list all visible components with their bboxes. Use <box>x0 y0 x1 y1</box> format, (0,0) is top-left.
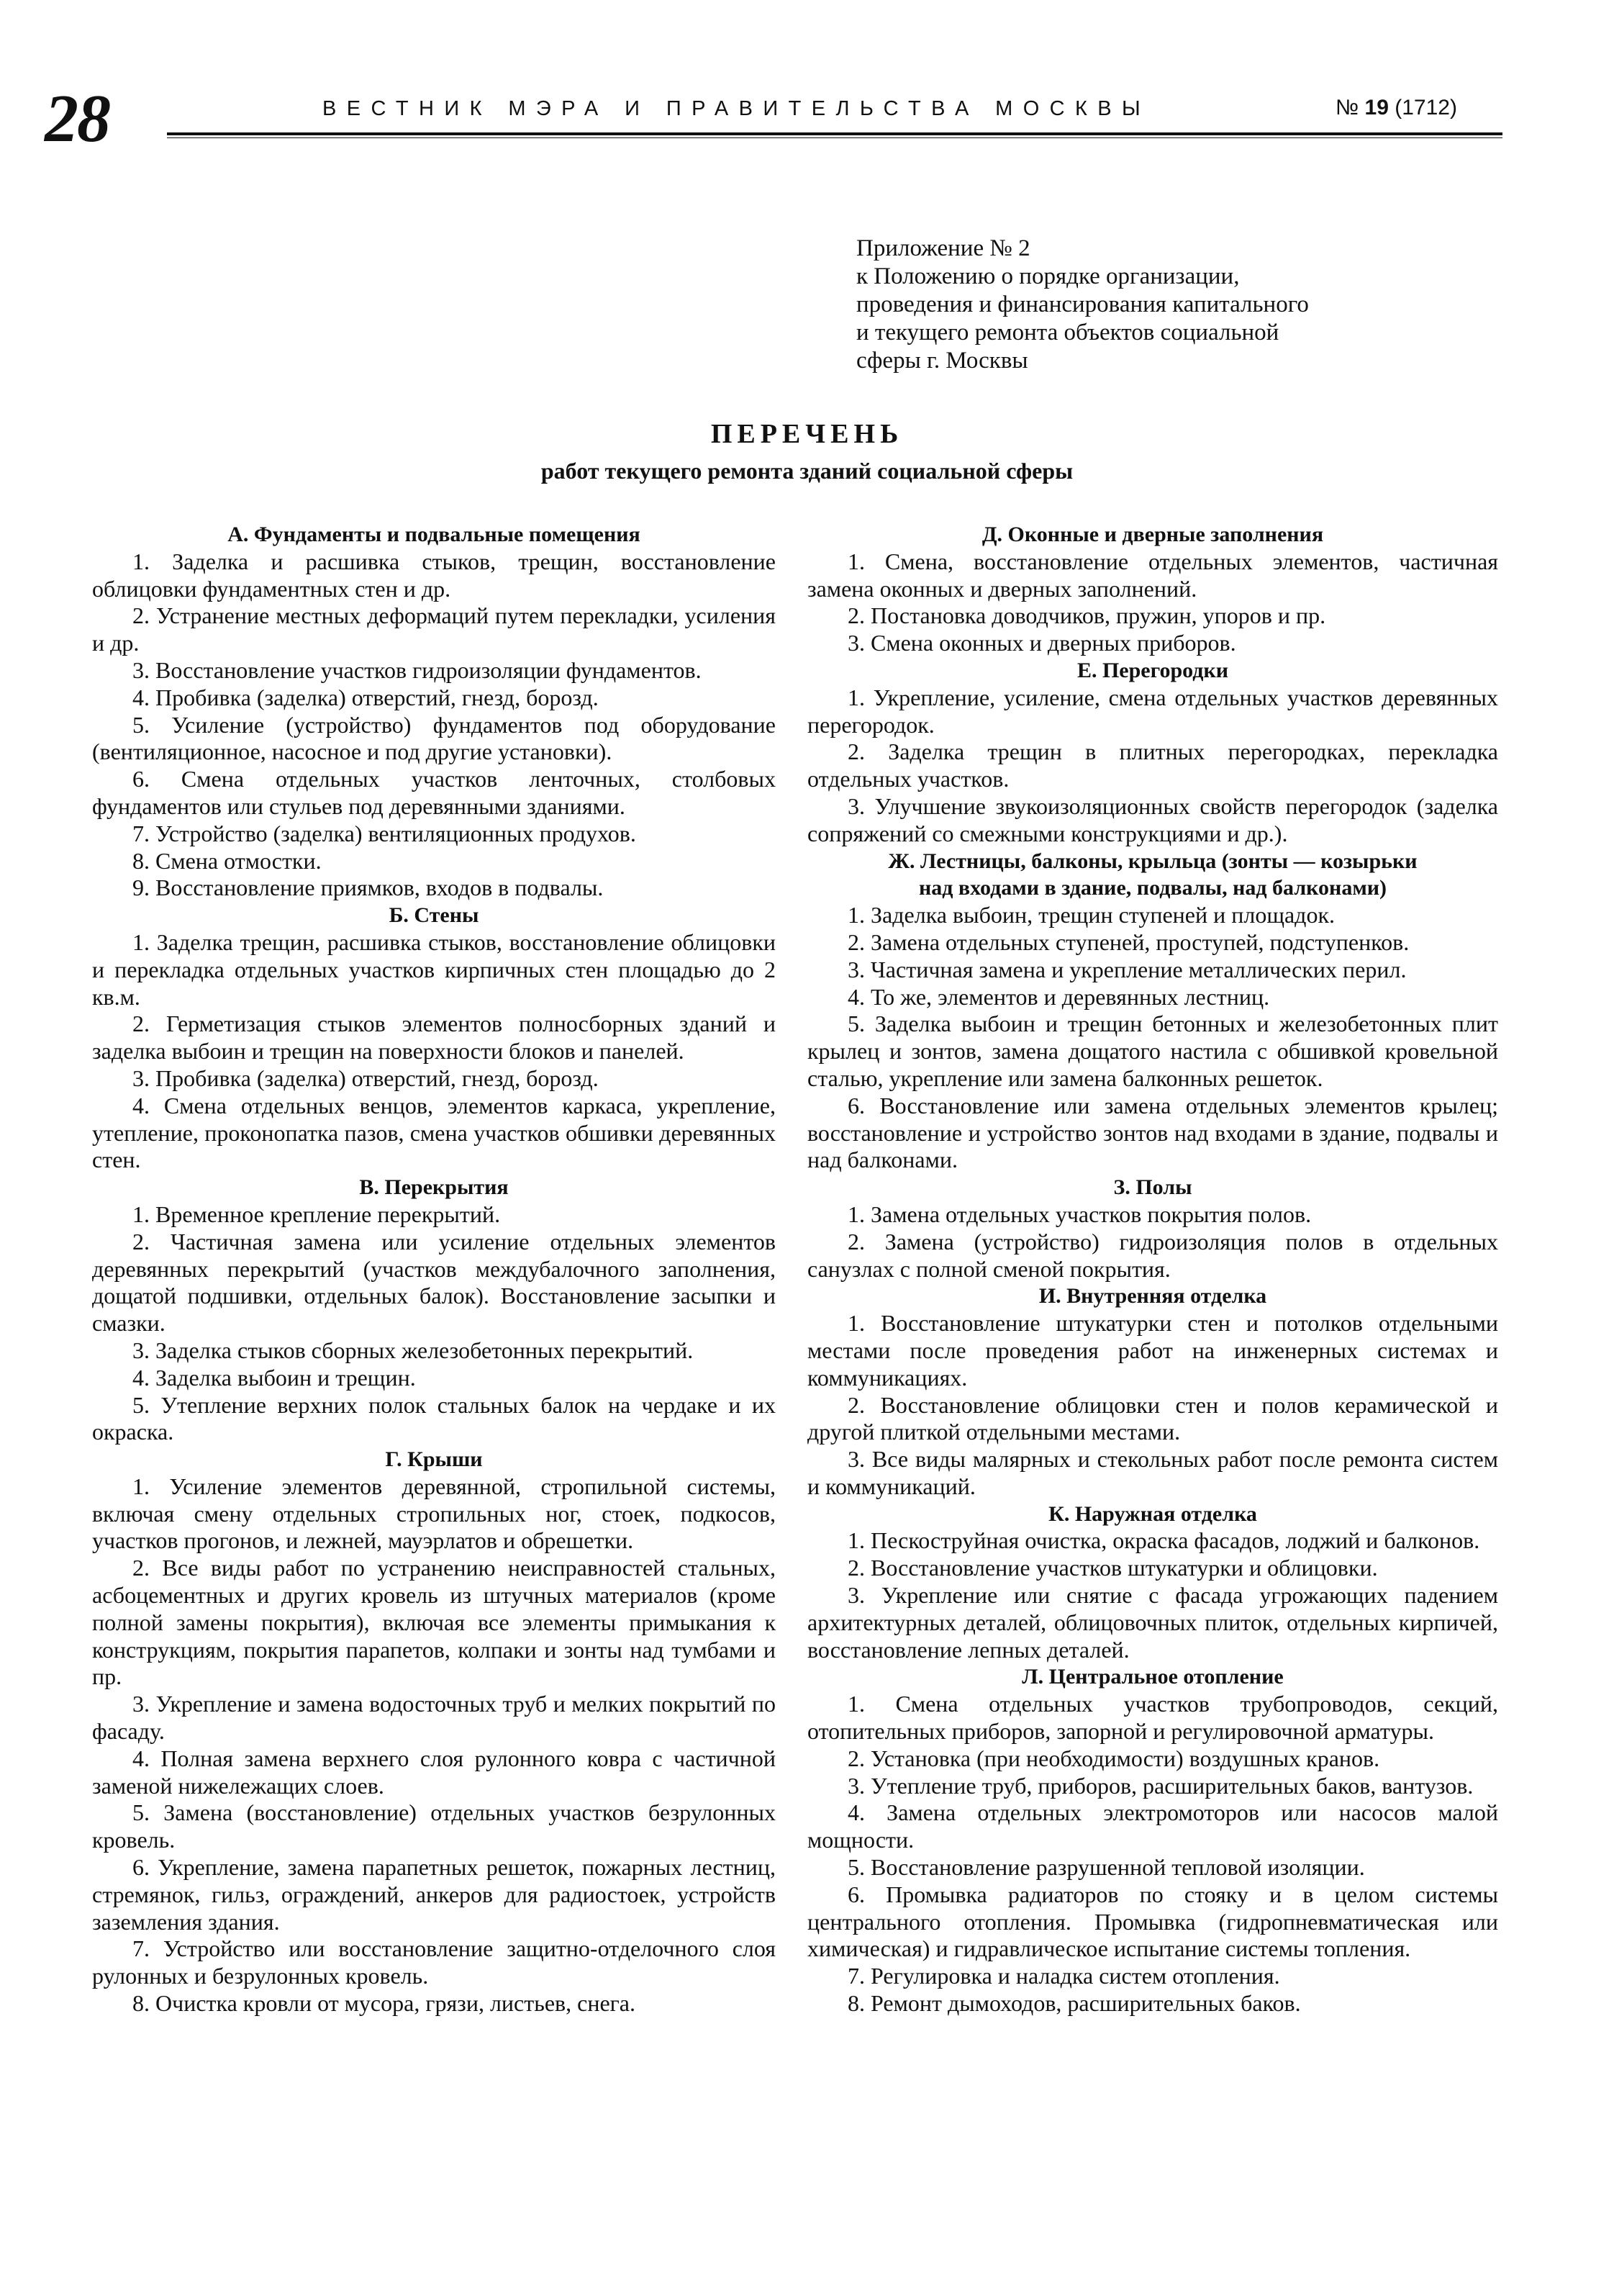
list-item: 4. Смена отдельных венцов, элементов каркаса, укрепление, утепление, проконопатка пазов, смена участков обшивки деревянных стен. <box>92 1092 776 1173</box>
list-item: 2. Замена отдельных ступеней, проступей, подступенков. <box>848 928 1410 955</box>
list-item: 2. Частичная замена или усиление отдельных элементов деревянных перекрытий (участков междубалочного заполнения, дощатой подшивки, отдельных балок). Восстановление засыпки и смазки. <box>92 1228 776 1337</box>
list-item: 1. Пескоструйная очистка, окраска фасадов, лоджий и балконов. <box>848 1527 1480 1554</box>
list-item: 3. Пробивка (заделка) отверстий, гнезд, борозд. <box>132 1065 599 1091</box>
list-item: 4. Заделка выбоин и трещин. <box>132 1364 416 1391</box>
right-column <box>807 521 1498 2017</box>
list-item: 3. Восстановление участков гидроизоляции фундаментов. <box>132 656 702 683</box>
section-title-zh-line: Ж. Лестницы, балконы, крыльца (зонты — козырьки <box>888 849 1418 873</box>
issue-number-value: 19 <box>1364 96 1389 119</box>
list-item: 4. Пробивка (заделка) отверстий, гнезд, борозд. <box>132 684 599 710</box>
list-item: 1. Временное крепление перекрытий. <box>132 1201 501 1227</box>
list-item: 5. Усиление (устройство) фундаментов под оборудование (вентиляционное, насосное и под другие установки). <box>92 711 776 765</box>
header-rule <box>167 132 1502 138</box>
section-title-l: Л. Центральное отопление <box>1022 1665 1284 1689</box>
list-item: 5. Заделка выбоин и трещин бетонных и железобетонных плит крылец и зонтов, замена дощатого настила с обшивкой кровельной сталью, укрепление или замена балконных решеток. <box>807 1011 1498 1091</box>
section-title-b: Б. Стены <box>389 903 479 928</box>
document-subtitle: работ текущего ремонта зданий социальной сферы <box>540 458 1074 484</box>
list-item: 2. Постановка доводчиков, пружин, упоров и пр. <box>848 602 1326 629</box>
list-item: 2. Замена (устройство) гидроизоляция полов в отдельных санузлах с полной сменой покрытия. <box>807 1228 1498 1282</box>
appendix-line: проведения и финансирования капитального <box>856 291 1309 317</box>
issue-number <box>1336 96 1457 120</box>
appendix-line: Приложение № 2 <box>856 235 1030 261</box>
section-title-v: В. Перекрытия <box>359 1175 509 1200</box>
list-item: 1. Смена отдельных участков трубопроводов, секций, отопительных приборов, запорной и регулировочной арматуры. <box>807 1691 1498 1745</box>
list-item: 3. Улучшение звукоизоляционных свойств перегородок (заделка сопряжений со смежными конструкциями и др.). <box>807 792 1498 846</box>
list-item: 5. Восстановление разрушенной тепловой изоляции. <box>848 1854 1365 1881</box>
left-column <box>92 521 776 2017</box>
appendix-note <box>856 235 1504 375</box>
list-item: 3. Частичная замена и укрепление металлических перил. <box>848 956 1407 982</box>
list-item: 6. Укрепление, замена парапетных решеток, пожарных лестниц, стремянок, гильз, ограждений, анкеров для радиостоек, устройств заземления здания. <box>92 1854 776 1935</box>
section-title-i: И. Внутренняя отделка <box>1038 1284 1267 1309</box>
appendix-line: и текущего ремонта объектов социальной <box>856 320 1279 345</box>
list-item: 2. Заделка трещин в плитных перегородках, перекладка отдельных участков. <box>807 738 1498 792</box>
list-item: 2. Восстановление участков штукатурки и облицовки. <box>848 1555 1378 1581</box>
section-title-zh <box>807 848 1498 903</box>
list-item: 9. Восстановление приямков, входов в подвалы. <box>132 874 604 901</box>
list-item: 1. Заделка трещин, расшивка стыков, восстановление облицовки и перекладка отдельных участков кирпичных стен площадью до 2 кв.м. <box>92 928 776 1010</box>
section-title-a: А. Фундаменты и подвальные помещения <box>227 523 640 546</box>
list-item: 3. Заделка стыков сборных железобетонных перекрытий. <box>132 1337 694 1363</box>
list-item: 2. Восстановление облицовки стен и полов керамической и другой плиткой отдельными местами. <box>807 1391 1498 1445</box>
section-title-d: Д. Оконные и дверные заполнения <box>981 523 1324 546</box>
section-title-z: З. Полы <box>1113 1175 1192 1200</box>
list-item: 5. Замена (восстановление) отдельных участков безрулонных кровель. <box>92 1799 776 1853</box>
list-item: 3. Укрепление или снятие с фасада угрожающих падением архитектурных деталей, облицовочных плиток, отдельных кирпичей, восстановление лепных деталей. <box>807 1582 1498 1663</box>
list-item: 4. Полная замена верхнего слоя рулонного ковра с частичной заменой нижележащих слоев. <box>92 1745 776 1799</box>
list-item: 8. Очистка кровли от мусора, грязи, листьев, снега. <box>132 1990 635 2017</box>
list-item: 8. Смена отмостки. <box>132 847 322 874</box>
list-item: 6. Смена отдельных участков ленточных, столбовых фундаментов или стульев под деревянными зданиями. <box>92 766 776 819</box>
journal-title: ВЕСТНИК МЭРА И ПРАВИТЕЛЬСТВА МОСКВЫ <box>322 97 1151 120</box>
section-title-zh-line: над входами в здание, подвалы, над балконами) <box>918 876 1387 900</box>
list-item: 1. Укрепление, усиление, смена отдельных участков деревянных перегородок. <box>807 684 1498 738</box>
list-item: 3. Утепление труб, приборов, расширительных баков, вантузов. <box>848 1772 1474 1799</box>
list-item: 4. То же, элементов и деревянных лестниц. <box>848 983 1270 1010</box>
list-item: 7. Регулировка и наладка систем отопления. <box>848 1963 1280 1989</box>
section-title-k: К. Наружная отделка <box>1048 1501 1257 1526</box>
list-item: 1. Заделка и расшивка стыков, трещин, восстановление облицовки фундаментных стен и др. <box>92 548 776 602</box>
list-item: 1. Восстановление штукатурки стен и потолков отдельными местами после проведения работ на инженерных системах и коммуникациях. <box>807 1310 1498 1391</box>
section-title-g: Г. Крыши <box>385 1447 483 1472</box>
list-item: 3. Все виды малярных и стекольных работ после ремонта систем и коммуникаций. <box>807 1446 1498 1499</box>
list-item: 2. Все виды работ по устранению неисправностей стальных, асбоцементных и других кровель из штучных материалов (кроме полной замены покрытия), включая все элементы примыкания к конструкциям, покрытия парапетов, колпаки и зонты над тумбами и пр. <box>92 1555 776 1690</box>
page-number: 28 <box>45 81 109 156</box>
appendix-line: сферы г. Москвы <box>856 348 1028 374</box>
issue-total: (1712) <box>1395 96 1457 119</box>
issue-prefix: № <box>1336 96 1359 119</box>
list-item: 2. Герметизация стыков элементов полносборных зданий и заделка выбоин и трещин на поверхности блоков и панелей. <box>92 1011 776 1065</box>
list-item: 6. Промывка радиаторов по стояку и в целом системы центрального отопления. Промывка (гидропневматическая или химическая) и гидравлическое испытание системы топления. <box>807 1881 1498 1962</box>
list-item: 6. Восстановление или замена отдельных элементов крылец; восстановление и устройство зонтов над входами в здание, подвалы и над балконами. <box>807 1092 1498 1173</box>
list-item: 1. Заделка выбоин, трещин ступеней и площадок. <box>848 902 1335 928</box>
list-item: 3. Укрепление и замена водосточных труб и мелких покрытий по фасаду. <box>92 1691 776 1745</box>
list-item: 7. Устройство (заделка) вентиляционных продухов. <box>132 820 636 846</box>
list-item: 8. Ремонт дымоходов, расширительных баков. <box>848 1990 1301 2017</box>
list-item: 7. Устройство или восстановление защитно-отделочного слоя рулонных и безрулонных кровель. <box>92 1935 776 1989</box>
list-item: 2. Устранение местных деформаций путем перекладки, усиления и др. <box>92 602 776 656</box>
list-item: 3. Смена оконных и дверных приборов. <box>848 630 1236 656</box>
section-title-e: Е. Перегородки <box>1076 658 1229 682</box>
list-item: 1. Усиление элементов деревянной, стропильной системы, включая смену отдельных стропильных ног, стоек, подкосов, участков прогонов, и лежней, мауэрлатов и обрешетки. <box>92 1473 776 1554</box>
list-item: 5. Утепление верхних полок стальных балок на чердаке и их окраска. <box>92 1391 776 1445</box>
list-item: 1. Замена отдельных участков покрытия полов. <box>848 1201 1312 1227</box>
appendix-line: к Положению о порядке организации, <box>856 263 1240 289</box>
list-item: 4. Замена отдельных электромоторов или насосов малой мощности. <box>807 1799 1498 1853</box>
list-item: 1. Смена, восстановление отдельных элементов, частичная замена оконных и дверных заполнений. <box>807 548 1498 602</box>
document-title: ПЕРЕЧЕНЬ <box>710 419 904 449</box>
list-item: 2. Установка (при необходимости) воздушных кранов. <box>848 1745 1380 1771</box>
